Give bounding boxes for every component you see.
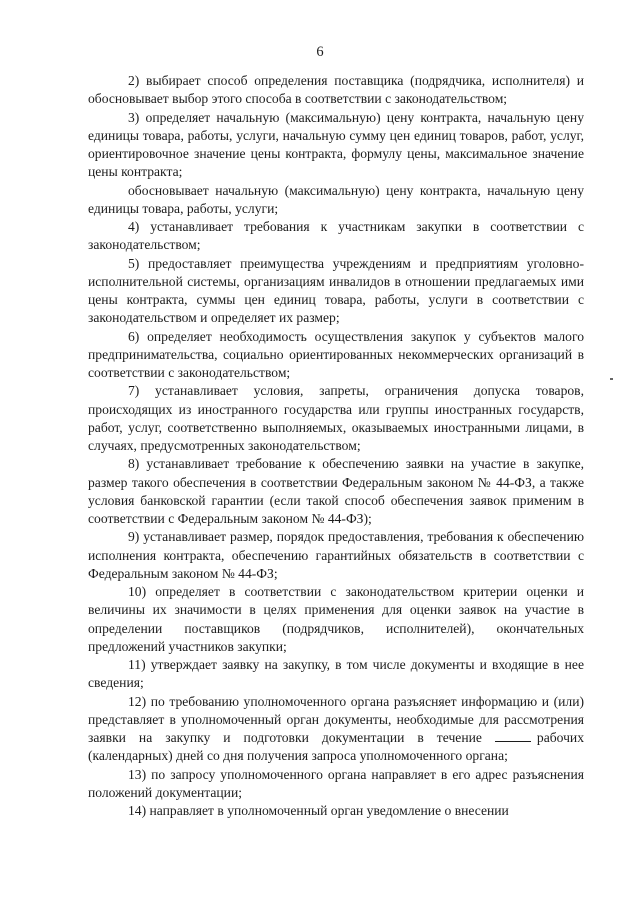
paragraph-item-14: 14) направляет в уполномоченный орган уведомление о внесении	[128, 803, 509, 818]
paragraph-item-7: 7) устанавливает условия, запреты, ограничения допуска товаров, происходящих из иностранного государства или группы иностранных государств, работ, услуг, соответственно выполняемых, оказываемых иностранными лицами, в случаях, предусмотренных законодательством;	[88, 383, 584, 453]
paragraph-item-12-end: рабочих (календарных) дней со дня получения запроса уполномоченного органа;	[88, 730, 584, 764]
paragraph-item-8: 8) устанавливает требование к обеспечению заявки на участие в закупке, размер такого обеспечения в соответствии Федеральным законом № 44-ФЗ, а также условия банковской гарантии (если такой способ обеспечения заявок применим в соответствии с Федеральным законом № 44-ФЗ);	[88, 456, 584, 526]
scan-artifact	[610, 378, 613, 380]
paragraph-item-4: 4) устанавливает требования к участникам закупки в соответствии с законодательством;	[88, 219, 584, 253]
paragraph-item-13: 13) по запросу уполномоченного органа направляет в его адрес разъяснения положений документации;	[88, 766, 584, 800]
paragraph-item-6: 6) определяет необходимость осуществления закупок у субъектов малого предпринимательства, социально ориентированных некоммерческих организаций в соответствии с законодательством;	[88, 328, 584, 380]
paragraph-item-9: 9) устанавливает размер, порядок предоставления, требования к обеспечению исполнения контракта, обеспечению гарантийных обязательств в соответствии с Федеральным законом № 44-ФЗ;	[88, 529, 584, 581]
paragraph-item-5: 5) предоставляет преимущества учреждениям и предприятиям уголовно-исполнительной системы, организациям инвалидов в отношении предлагаемых ими цены контракта, суммы цен единиц товара, работы, услуги в соответствии с законодательством и определяет их размер;	[88, 255, 584, 326]
paragraph-item-3-justification: обосновывает начальную (максимальную) цену контракта, начальную цену единицы товара, работы, услуги;	[88, 182, 584, 216]
paragraph-item-2: 2) выбирает способ определения поставщика (подрядчика, исполнителя) и обосновывает выбор этого способа в соответствии с законодательством;	[88, 73, 584, 107]
document-body	[88, 72, 584, 820]
blank-days-field	[495, 730, 531, 742]
paragraph-item-12-start: 12) по требованию уполномоченного органа разъясняет информацию и (или) представляет в уполномоченный орган документы, необходимые для рассмотрения заявки на закупку и подготовки документации в течение	[88, 693, 584, 745]
paragraph-item-11: 11) утверждает заявку на закупку, в том числе документы и входящие в нее сведения;	[88, 657, 584, 691]
paragraph-item-12	[88, 693, 584, 766]
page-number: 6	[316, 44, 324, 60]
paragraph-item-10: 10) определяет в соответствии с законодательством критерии оценки и величины их значимости в целях применения для оценки заявок на участие в определении поставщиков (подрядчиков, исполнителей), окончательных предложений участников закупки;	[88, 584, 584, 654]
paragraph-item-3: 3) определяет начальную (максимальную) цену контракта, начальную цену единицы товара, работы, услуги, начальную сумму цен единиц товаров, работ, услуг, ориентировочное значение цены контракта, формулу цены, максимальное значение цены контракта;	[88, 109, 584, 180]
